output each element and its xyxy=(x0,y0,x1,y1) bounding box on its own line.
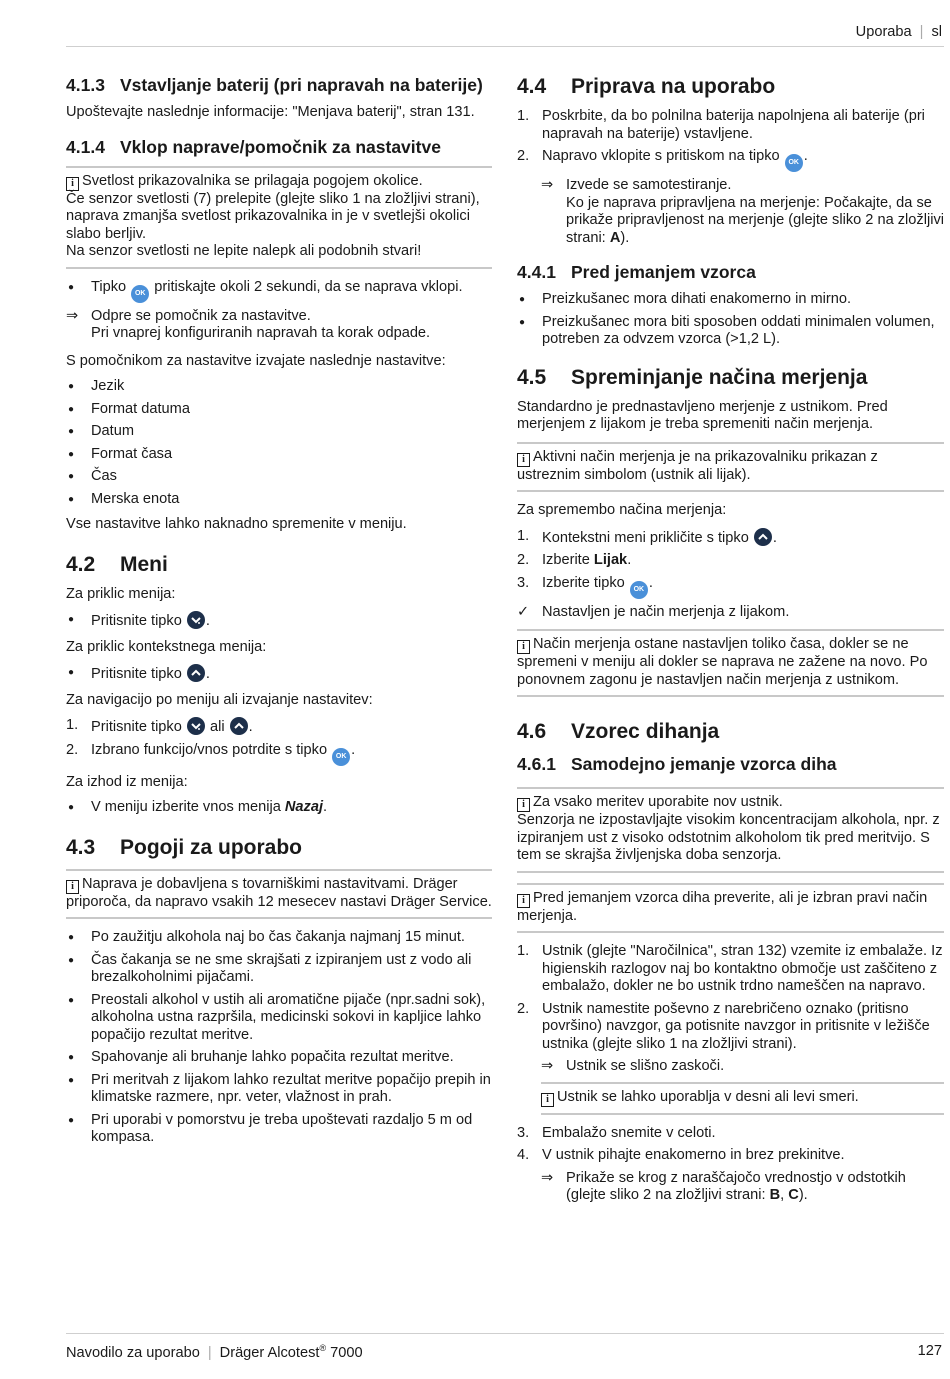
power-on-step: ● Tipko OK pritiskajte okoli 2 sekundi, da se naprava vklopi. xyxy=(66,279,492,303)
heading-4-2: 4.2 Meni xyxy=(66,552,168,576)
navigation-steps: 1. Pritisnite tipko ali . 2. Izbrano funkcijo/vnos potrdite s tipko OK . xyxy=(66,717,492,766)
sampling-steps-3-4: 3. Embalažo snemite v celoti. 4. V ustnik pihajte enakomerno in brez prekinitve. xyxy=(517,1124,845,1163)
change-mode-steps: 1. Kontekstni meni prikličite s tipko . 2. Izberite Lijak. 3. Izberite tipko OK . xyxy=(517,528,944,599)
info-icon: i xyxy=(517,798,530,812)
info-icon: i xyxy=(541,1093,554,1107)
heading-4-4-1: 4.4.1 Pred jemanjem vzorca xyxy=(517,262,756,282)
heading-4-1-3: 4.1.3 Vstavljanje baterij (pri napravah na baterije) xyxy=(66,75,483,95)
exit-menu-text: Za izhod iz menija: xyxy=(66,773,188,790)
info-icon: i xyxy=(517,640,530,654)
info-note-factory: i Naprava je dobavljena s tovarniškimi nastavitvami. Dräger priporoča, da napravo vsakih 12 mesecev nastavi Dräger Service. xyxy=(66,869,492,920)
list-item: ● Spahovanje ali bruhanje lahko popačita rezultat meritve. xyxy=(66,1049,492,1067)
list-item: ● Po zaužitju alkohola naj bo čas čakanja najmanj 15 minut. xyxy=(66,929,492,947)
wizard-intro: S pomočnikom za nastavitve izvajate naslednje nastavitve: xyxy=(66,352,446,369)
header-lang: sl xyxy=(931,24,942,40)
page-header xyxy=(856,24,942,40)
list-item: ● Preizkušanec mora biti sposoben oddati minimalen volumen, potreben za odvzem vzorca (>1,2 L). xyxy=(517,314,944,349)
footer-doc-title: Navodilo za uporabo xyxy=(66,1344,200,1361)
paragraph-4-1-3: Upoštevajte naslednje informacije: "Menjava baterij", stran 131. xyxy=(66,104,475,120)
result-progress-circle: ⇒ Prikaže se krog z naraščajočo vrednostjo v odstotkih (glejte sliko 2 na zložljivi strani: B, C). xyxy=(541,1169,906,1203)
list-item: ● Merska enota xyxy=(66,491,492,509)
change-mode-intro: Za spremembo načina merjenja: xyxy=(517,502,727,518)
result-funnel-mode: ✓ Nastavljen je način merjenja z lijakom. xyxy=(517,603,790,620)
list-item: ● Pri meritvah z lijakom lahko rezultat meritve popačijo prepih in klimatske razmere, npr. veter, vlažnost in prah. xyxy=(66,1072,492,1107)
context-menu-step: ● Pritisnite tipko . xyxy=(66,664,492,684)
menu-down-key-icon xyxy=(187,611,205,629)
list-item: ● Datum xyxy=(66,423,492,441)
heading-4-5: 4.5 Spreminjanje načina merjenja xyxy=(517,365,868,389)
right-column xyxy=(517,74,944,1210)
conditions-list xyxy=(66,929,492,1147)
heading-4-6: 4.6 Vzorec dihanja xyxy=(517,720,720,743)
up-key-icon xyxy=(230,717,248,735)
info-note-check-mode: i Pred jemanjem vzorca diha preverite, ali je izbran pravi način merjenja. xyxy=(517,883,944,934)
heading-4-3: 4.3 Pogoji za uporabo xyxy=(66,835,302,859)
left-column xyxy=(66,74,492,1155)
check-icon: ✓ xyxy=(517,603,530,620)
list-item: ● Čas xyxy=(66,468,492,486)
result-wizard: ⇒ Odpre se pomočnik za nastavitve. Pri vnaprej konfiguriranih napravah ta korak odpade. xyxy=(66,307,431,341)
info-note-brightness: i Svetlost prikazovalnika se prilagaja pogojem okolice. Če senzor svetlosti (7) prelepite (glejte sliko 1 na zložljivi strani), naprava zmanjša svetlost prikazovalnika in je v svetlejši okolici slabo berljiv. Na senzor svetlosti ne lepite nalepk ali podobnih stvari! xyxy=(66,166,492,269)
page-footer: Navodilo za uporabo | Dräger Alcotest® 7000 xyxy=(66,1343,363,1361)
ok-key-icon: OK xyxy=(332,748,350,766)
wizard-outro: Vse nastavitve lahko naknadno spremenite v meniju. xyxy=(66,516,407,532)
up-key-icon xyxy=(187,664,205,682)
measuring-mode-text: Standardno je prednastavljeno merjenje z ustnikom. Pred merjenjem z lijakom je treba spremeniti način merjenja. xyxy=(517,398,888,432)
info-note-mode-symbol: i Aktivni način merjenja je na prikazovalniku prikazan z ustreznim simbolom (ustnik ali lijak). xyxy=(517,442,944,493)
wizard-settings-list xyxy=(66,378,492,508)
header-separator: | xyxy=(919,24,924,40)
info-icon: i xyxy=(66,880,79,894)
menu-call-step: ● Pritisnite tipko . xyxy=(66,611,492,631)
ok-key-icon: OK xyxy=(131,285,149,303)
result-click: ⇒ Ustnik se slišno zaskoči. xyxy=(541,1058,725,1074)
preparation-steps: 1. Poskrbite, da bo polnilna baterija napolnjena ali baterije (pri napravah na baterije) vstavljene. 2. Napravo vklopite s pritiskom na tipko OK . xyxy=(517,108,944,172)
up-key-icon xyxy=(754,528,772,546)
exit-menu-step: ● V meniju izberite vnos menija Nazaj. xyxy=(66,799,492,817)
list-item: ● Preostali alkohol v ustih ali aromatične pijače (npr.sadni sok), alkoholna ustna razpršila, medicinski sokovi in kapljice lahko popačijo rezultat meritve. xyxy=(66,992,492,1045)
ok-key-icon: OK xyxy=(785,154,803,172)
info-note-mode-persist: i Način merjenja ostane nastavljen toliko časa, dokler se ne spremeni v meniju ali dokler se naprava ne zažene na novo. Po ponovnem zagonu je nastavljen način merjenja z ustnikom. xyxy=(517,629,944,697)
list-item: ● Format časa xyxy=(66,446,492,464)
navigation-text: Za navigacijo po meniju ali izvajanje nastavitev: xyxy=(66,691,373,708)
heading-4-1-4: 4.1.4 Vklop naprave/pomočnik za nastavitve xyxy=(66,136,441,157)
info-icon: i xyxy=(517,894,530,908)
list-item: ● Format datuma xyxy=(66,401,492,419)
before-sampling-list xyxy=(517,291,944,349)
list-item: ● Preizkušanec mora dihati enakomerno in mirno. xyxy=(517,291,944,309)
heading-4-6-1: 4.6.1 Samodejno jemanje vzorca diha xyxy=(517,754,837,774)
menu-call-text: Za priklic menija: xyxy=(66,585,176,602)
header-rule xyxy=(66,46,944,47)
result-selftest: ⇒ Izvede se samotestiranje. Ko je naprava pripravljena na merjenje: Počakajte, da se prikaže pripravljenost na merjenje (glejte sliko 2 na zložljivi strani: A). xyxy=(541,177,944,246)
ok-key-icon: OK xyxy=(630,581,648,599)
page-number: 127 xyxy=(917,1343,942,1359)
header-section: Uporaba xyxy=(855,24,912,40)
info-note-mouthpiece: i Za vsako meritev uporabite nov ustnik. Senzorja ne izpostavljajte visokim koncentracijam alkohola, npr. z izpiranjem ust z visoko odstotnim alkoholom tik pred meritvijo. S tem se skrajša življenjska doba senzorja. xyxy=(517,787,944,873)
footer-product: Dräger Alcotest xyxy=(219,1344,320,1361)
info-icon: i xyxy=(66,177,79,191)
footer-rule xyxy=(66,1333,944,1334)
menu-down-key-icon xyxy=(187,717,205,735)
info-icon: i xyxy=(517,453,530,467)
info-note-direction: i Ustnik se lahko uporablja v desni ali levi smeri. xyxy=(541,1082,944,1115)
list-item: ● Čas čakanja se ne sme skrajšati z izpiranjem ust z vodo ali brezalkoholnimi pijačami. xyxy=(66,952,492,987)
list-item: ● Pri uporabi v pomorstvu je treba upoštevati razdaljo 5 m od kompasa. xyxy=(66,1112,492,1147)
sampling-steps-1-2: 1. Ustnik (glejte "Naročilnica", stran 132) vzemite iz embalaže. Iz higienskih razlogov naj bo kontaktno območje ust zaščiteno z embalažo, dokler ne bo ustnik trdno nameščen na napravo. 2. Ustnik namestite poševno z narebričeno oznako (pritisno površino) navzgor, ga potisnite navzgor in pritisnite v ležišče ustnika (glejte sliko 1 na zložljivi strani). xyxy=(517,943,943,1052)
context-menu-text: Za priklic kontekstnega menija: xyxy=(66,638,267,655)
list-item: ● Jezik xyxy=(66,378,492,396)
heading-4-4: 4.4 Priprava na uporabo xyxy=(517,75,776,98)
